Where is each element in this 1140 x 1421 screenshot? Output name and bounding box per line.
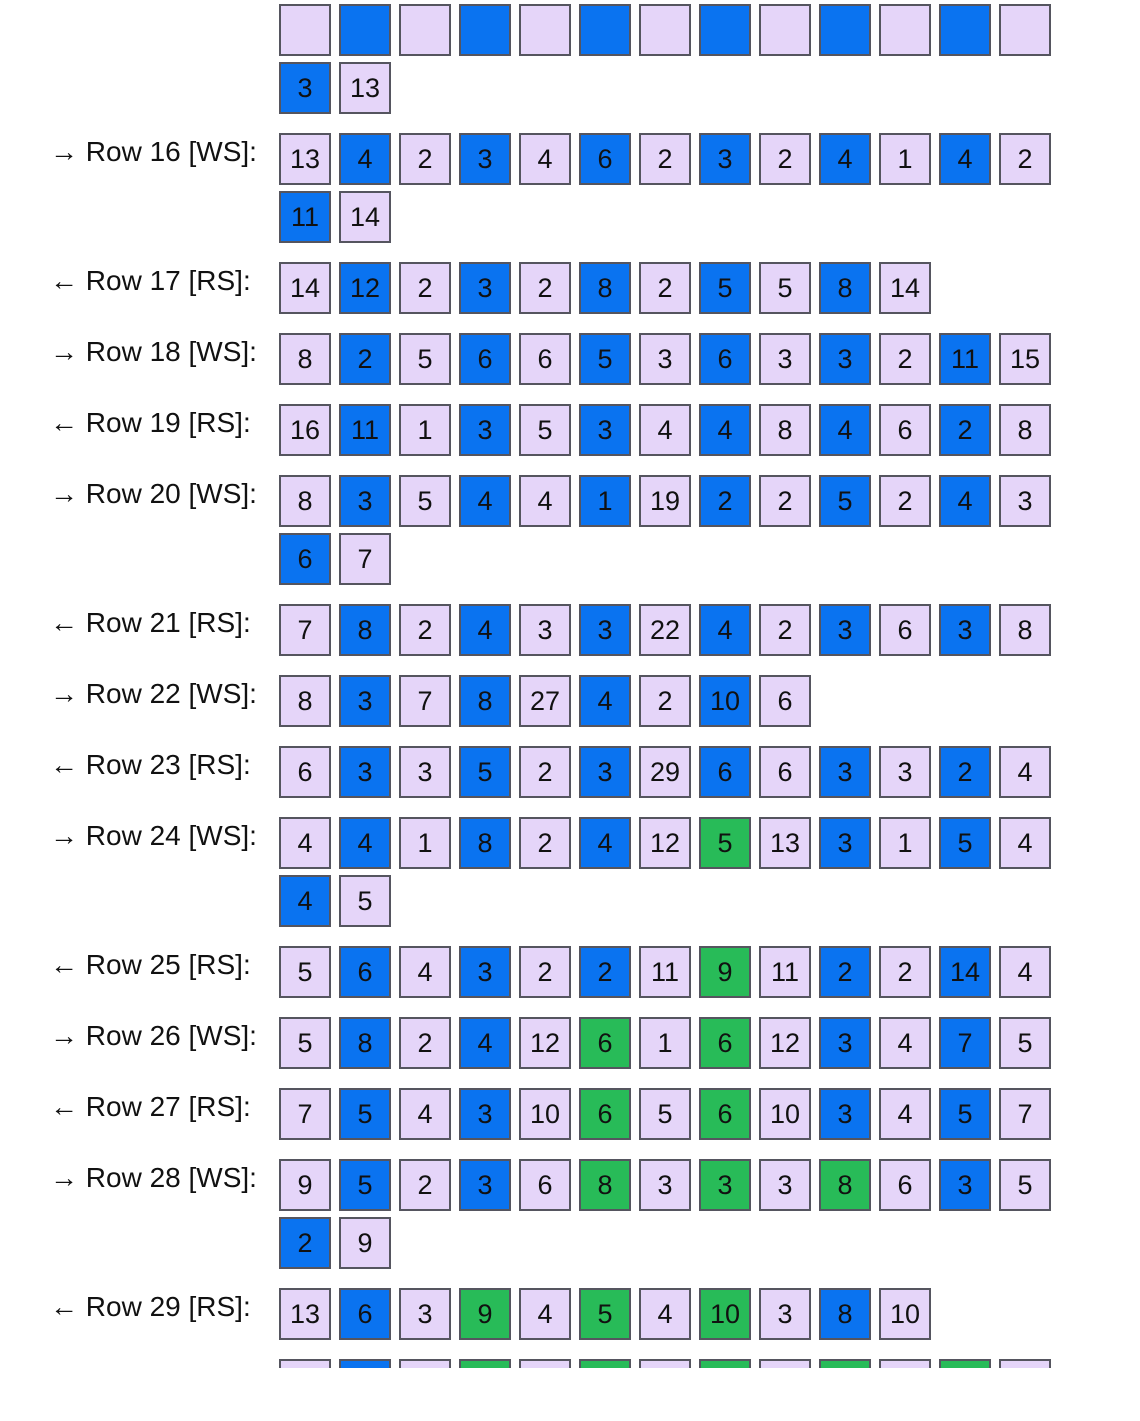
stitch-cell: 4: [399, 946, 451, 998]
stitch-cell: 5: [759, 262, 811, 314]
stitch-cell: 6: [879, 404, 931, 456]
stitch-cell: 4: [879, 1017, 931, 1069]
stitch-cell: 2: [519, 746, 571, 798]
stitch-cell: 4: [639, 1288, 691, 1340]
stitch-cell: 4: [579, 817, 631, 869]
stitch-cell: 6: [759, 675, 811, 727]
stitch-cell: 3: [339, 475, 391, 527]
stitch-cell: 6: [339, 1288, 391, 1340]
stitch-cell: 4: [339, 817, 391, 869]
stitch-cell: 5: [579, 1288, 631, 1340]
row-label: ← Row 23 [RS]:: [50, 749, 251, 780]
row-label: → Row 22 [WS]:: [50, 678, 257, 709]
partial-cell-bottom: [639, 1359, 691, 1368]
stitch-cell: 3: [639, 333, 691, 385]
stitch-cell: 3: [699, 133, 751, 185]
row-label: ← Row 27 [RS]:: [50, 1091, 251, 1122]
stitch-cell: 4: [519, 133, 571, 185]
stitch-cell: 3: [279, 62, 331, 114]
stitch-cell: 10: [699, 1288, 751, 1340]
stitch-cell: 5: [519, 404, 571, 456]
stitch-cell: 8: [459, 817, 511, 869]
partial-cell-bottom: [999, 1359, 1051, 1368]
stitch-cell: 3: [519, 604, 571, 656]
stitch-cell: 16: [279, 404, 331, 456]
stitch-cell: 3: [879, 746, 931, 798]
stitch-cell: 29: [639, 746, 691, 798]
partial-cell-top: [279, 4, 331, 56]
stitch-cell: 8: [999, 404, 1051, 456]
stitch-cell: 8: [999, 604, 1051, 656]
stitch-cell: 12: [339, 262, 391, 314]
partial-cell-top: [339, 4, 391, 56]
stitch-cell: 3: [819, 817, 871, 869]
stitch-cell: 5: [579, 333, 631, 385]
stitch-cell: 3: [459, 1159, 511, 1211]
stitch-cell: 4: [519, 1288, 571, 1340]
stitch-cell: 4: [999, 746, 1051, 798]
stitch-cell: 3: [339, 675, 391, 727]
stitch-cell: 3: [819, 604, 871, 656]
stitch-cell: 13: [339, 62, 391, 114]
row-label: ← Row 17 [RS]:: [50, 265, 251, 296]
stitch-cell: 4: [579, 675, 631, 727]
stitch-cell: 6: [759, 746, 811, 798]
stitch-cell: 3: [639, 1159, 691, 1211]
stitch-cell: 6: [279, 746, 331, 798]
stitch-cell: 2: [999, 133, 1051, 185]
stitch-cell: 8: [819, 262, 871, 314]
row-label: → Row 28 [WS]:: [50, 1162, 257, 1193]
row-label: → Row 24 [WS]:: [50, 820, 257, 851]
row-label: ← Row 25 [RS]:: [50, 949, 251, 980]
stitch-cell: 6: [519, 333, 571, 385]
stitch-cell: 4: [459, 1017, 511, 1069]
stitch-cell: 12: [759, 1017, 811, 1069]
stitch-cell: 5: [999, 1159, 1051, 1211]
stitch-cell: 5: [399, 475, 451, 527]
stitch-cell: 5: [639, 1088, 691, 1140]
partial-cell-bottom: [699, 1359, 751, 1368]
stitch-cell: 3: [459, 404, 511, 456]
stitch-cell: 2: [879, 946, 931, 998]
partial-cell-bottom: [579, 1359, 631, 1368]
partial-cell-top: [519, 4, 571, 56]
stitch-cell: 11: [939, 333, 991, 385]
stitch-cell: 4: [939, 133, 991, 185]
stitch-cell: 9: [699, 946, 751, 998]
stitch-cell: 4: [339, 133, 391, 185]
stitch-cell: 6: [279, 533, 331, 585]
stitch-cell: 5: [339, 1159, 391, 1211]
partial-cell-top: [579, 4, 631, 56]
stitch-cell: 8: [819, 1288, 871, 1340]
stitch-cell: 5: [339, 1088, 391, 1140]
stitch-cell: 8: [279, 675, 331, 727]
partial-cell-top: [819, 4, 871, 56]
stitch-cell: 6: [519, 1159, 571, 1211]
stitch-cell: 12: [519, 1017, 571, 1069]
partial-cell-top: [759, 4, 811, 56]
row-label: → Row 26 [WS]:: [50, 1020, 257, 1051]
stitch-cell: 2: [279, 1217, 331, 1269]
stitch-cell: 4: [519, 475, 571, 527]
stitch-cell: 4: [279, 817, 331, 869]
partial-cell-top: [879, 4, 931, 56]
stitch-cell: 4: [939, 475, 991, 527]
stitch-cell: 10: [759, 1088, 811, 1140]
stitch-cell: 3: [759, 1159, 811, 1211]
row-label: → Row 18 [WS]:: [50, 336, 257, 367]
partial-cell-bottom: [819, 1359, 871, 1368]
partial-cell-bottom: [339, 1359, 391, 1368]
stitch-cell: 6: [579, 1017, 631, 1069]
stitch-cell: 3: [819, 1088, 871, 1140]
stitch-cell: 3: [459, 946, 511, 998]
stitch-cell: 2: [819, 946, 871, 998]
partial-cell-top: [939, 4, 991, 56]
row-label: → Row 20 [WS]:: [50, 478, 257, 509]
stitch-cell: 2: [699, 475, 751, 527]
stitch-cell: 8: [459, 675, 511, 727]
partial-cell-top: [399, 4, 451, 56]
stitch-cell: 4: [699, 604, 751, 656]
stitch-cell: 2: [639, 675, 691, 727]
stitch-cell: 4: [999, 817, 1051, 869]
stitch-cell: 2: [939, 404, 991, 456]
stitch-cell: 5: [819, 475, 871, 527]
stitch-cell: 6: [879, 1159, 931, 1211]
stitch-cell: 5: [459, 746, 511, 798]
stitch-cell: 13: [279, 1288, 331, 1340]
stitch-cell: 3: [759, 1288, 811, 1340]
row-label: ← Row 19 [RS]:: [50, 407, 251, 438]
stitch-cell: 6: [459, 333, 511, 385]
stitch-cell: 4: [699, 404, 751, 456]
stitch-cell: 8: [759, 404, 811, 456]
stitch-cell: 7: [939, 1017, 991, 1069]
stitch-cell: 2: [399, 262, 451, 314]
stitch-cell: 6: [699, 333, 751, 385]
stitch-cell: 2: [519, 262, 571, 314]
partial-cell-top: [999, 4, 1051, 56]
stitch-cell: 6: [339, 946, 391, 998]
stitch-cell: 22: [639, 604, 691, 656]
stitch-cell: 5: [699, 817, 751, 869]
partial-cell-bottom: [759, 1359, 811, 1368]
stitch-cell: 3: [399, 1288, 451, 1340]
stitch-cell: 3: [579, 404, 631, 456]
partial-cell-bottom: [519, 1359, 571, 1368]
stitch-cell: 2: [759, 133, 811, 185]
stitch-cell: 10: [519, 1088, 571, 1140]
stitch-cell: 5: [939, 817, 991, 869]
stitch-cell: 14: [279, 262, 331, 314]
stitch-cell: 4: [459, 475, 511, 527]
stitch-cell: 2: [879, 333, 931, 385]
partial-cell-top: [459, 4, 511, 56]
stitch-cell: 9: [459, 1288, 511, 1340]
stitch-cell: 4: [999, 946, 1051, 998]
stitch-cell: 6: [579, 1088, 631, 1140]
stitch-cell: 4: [639, 404, 691, 456]
stitch-cell: 2: [399, 1159, 451, 1211]
stitch-cell: 3: [579, 746, 631, 798]
stitch-cell: 11: [639, 946, 691, 998]
stitch-cell: 11: [279, 191, 331, 243]
stitch-cell: 3: [819, 1017, 871, 1069]
stitch-cell: 2: [759, 475, 811, 527]
stitch-cell: 2: [339, 333, 391, 385]
stitch-cell: 6: [699, 1088, 751, 1140]
stitch-cell: 2: [639, 262, 691, 314]
stitch-cell: 1: [399, 817, 451, 869]
stitch-cell: 2: [519, 817, 571, 869]
stitch-cell: 5: [279, 946, 331, 998]
stitch-cell: 3: [939, 1159, 991, 1211]
stitch-cell: 5: [699, 262, 751, 314]
stitch-cell: 5: [279, 1017, 331, 1069]
stitch-cell: 2: [579, 946, 631, 998]
stitch-cell: 5: [999, 1017, 1051, 1069]
stitch-cell: 8: [339, 1017, 391, 1069]
stitch-cell: 13: [759, 817, 811, 869]
stitch-cell: 2: [399, 133, 451, 185]
stitch-cell: 5: [339, 875, 391, 927]
stitch-cell: 2: [639, 133, 691, 185]
row-label: → Row 16 [WS]:: [50, 136, 257, 167]
stitch-cell: 3: [459, 262, 511, 314]
stitch-cell: 8: [279, 475, 331, 527]
stitch-cell: 9: [339, 1217, 391, 1269]
stitch-cell: 13: [279, 133, 331, 185]
stitch-cell: 3: [759, 333, 811, 385]
stitch-cell: 3: [819, 333, 871, 385]
stitch-cell: 3: [699, 1159, 751, 1211]
row-label: ← Row 21 [RS]:: [50, 607, 251, 638]
stitch-cell: 2: [759, 604, 811, 656]
stitch-cell: 3: [339, 746, 391, 798]
stitch-cell: 6: [699, 1017, 751, 1069]
stitch-cell: 10: [879, 1288, 931, 1340]
stitch-cell: 8: [339, 604, 391, 656]
partial-cell-bottom: [939, 1359, 991, 1368]
stitch-cell: 2: [879, 475, 931, 527]
stitch-cell: 5: [939, 1088, 991, 1140]
stitch-cell: 8: [579, 262, 631, 314]
stitch-cell: 9: [279, 1159, 331, 1211]
stitch-cell: 3: [459, 1088, 511, 1140]
stitch-cell: 6: [699, 746, 751, 798]
stitch-cell: 4: [279, 875, 331, 927]
row-label: ← Row 29 [RS]:: [50, 1291, 251, 1322]
stitch-cell: 10: [699, 675, 751, 727]
stitch-cell: 1: [399, 404, 451, 456]
stitch-cell: 7: [279, 604, 331, 656]
stitch-cell: 8: [819, 1159, 871, 1211]
stitch-cell: 2: [939, 746, 991, 798]
partial-cell-top: [699, 4, 751, 56]
stitch-cell: 8: [279, 333, 331, 385]
stitch-cell: 4: [879, 1088, 931, 1140]
stitch-cell: 2: [399, 604, 451, 656]
partial-cell-bottom: [279, 1359, 331, 1368]
stitch-cell: 14: [339, 191, 391, 243]
stitch-cell: 19: [639, 475, 691, 527]
partial-cell-bottom: [879, 1359, 931, 1368]
stitch-cell: 3: [579, 604, 631, 656]
stitch-cell: 3: [459, 133, 511, 185]
stitch-cell: 6: [579, 133, 631, 185]
stitch-cell: 5: [399, 333, 451, 385]
stitch-cell: 2: [519, 946, 571, 998]
stitch-cell: 6: [879, 604, 931, 656]
stitch-cell: 2: [399, 1017, 451, 1069]
stitch-cell: 3: [999, 475, 1051, 527]
stitch-cell: 12: [639, 817, 691, 869]
stitch-cell: 1: [579, 475, 631, 527]
stitch-cell: 3: [399, 746, 451, 798]
stitch-cell: 11: [339, 404, 391, 456]
stitch-cell: 8: [579, 1159, 631, 1211]
stitch-cell: 1: [639, 1017, 691, 1069]
stitch-cell: 27: [519, 675, 571, 727]
partial-cell-top: [639, 4, 691, 56]
partial-cell-bottom: [459, 1359, 511, 1368]
stitch-cell: 4: [459, 604, 511, 656]
stitch-cell: 3: [819, 746, 871, 798]
stitch-cell: 7: [339, 533, 391, 585]
stitch-cell: 4: [819, 404, 871, 456]
stitch-cell: 14: [939, 946, 991, 998]
stitch-cell: 4: [819, 133, 871, 185]
stitch-cell: 7: [399, 675, 451, 727]
stitch-cell: 3: [939, 604, 991, 656]
stitch-cell: 7: [279, 1088, 331, 1140]
stitch-cell: 14: [879, 262, 931, 314]
stitch-cell: 1: [879, 133, 931, 185]
stitch-cell: 11: [759, 946, 811, 998]
stitch-cell: 7: [999, 1088, 1051, 1140]
partial-cell-bottom: [399, 1359, 451, 1368]
stitch-cell: 4: [399, 1088, 451, 1140]
stitch-cell: 1: [879, 817, 931, 869]
stitch-cell: 15: [999, 333, 1051, 385]
